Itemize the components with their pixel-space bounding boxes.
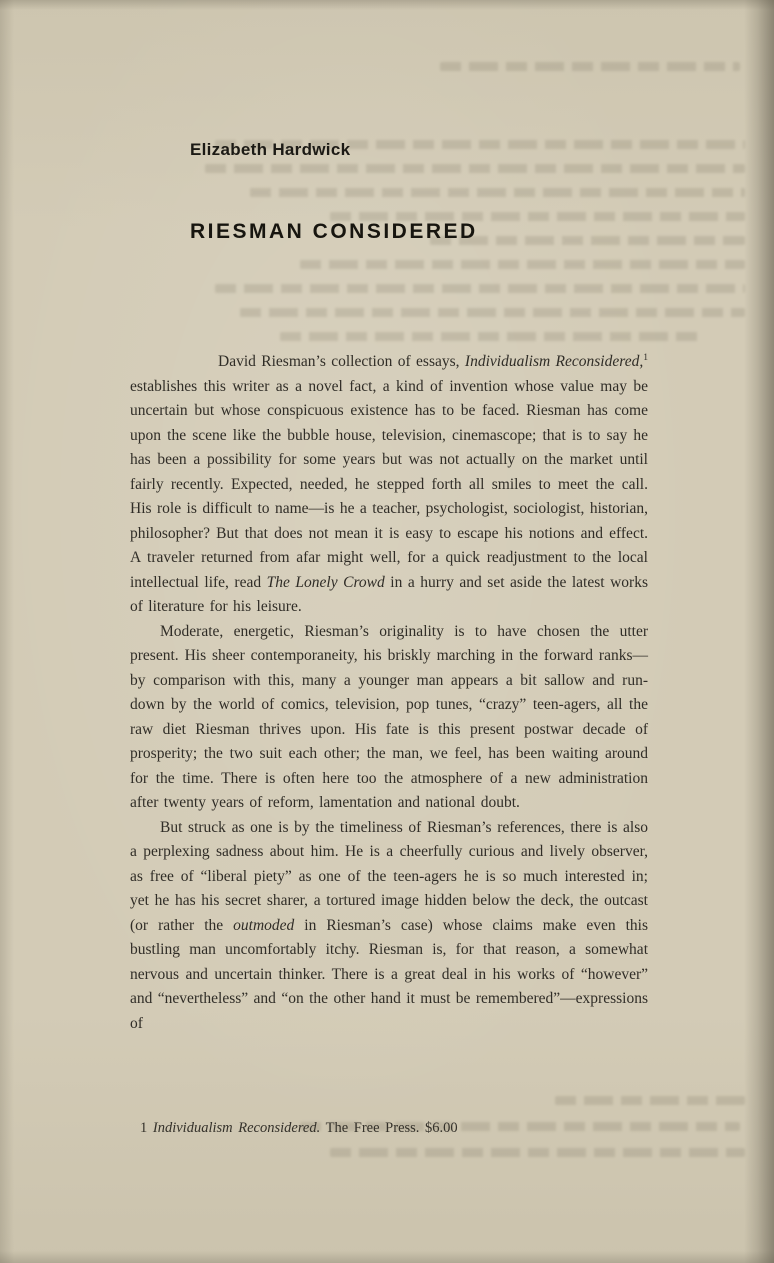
- page-edge-shadow-top: [0, 0, 774, 10]
- article-body: [130, 350, 648, 1036]
- article-title: RIESMAN CONSIDERED: [190, 220, 478, 243]
- author-name: Elizabeth Hardwick: [190, 140, 351, 159]
- paragraph: David Riesman’s collection of essays, Individualism Reconsidered,$^1$ establishes this writer as a novel fact, a kind of invention whose value may be uncertain but whose conspicuous existence has to be faced. Riesman has come upon the scene like the bubble house, television, cinemascope; that is to say he has been a possibility for some years but was not actually on the market until fairly recently. Expected, needed, he stepped forth all smiles to meet the call. His role is difficult to name—is he a teacher, psychologist, sociologist, historian, philosopher? But that does not mean it is easy to escape his notions and effect. A traveler returned from afar might well, for a quick readjustment to the local intellectual life, read The Lonely Crowd in a hurry and set aside the latest works of literature for his leisure.: [130, 351, 649, 615]
- bleedthrough-text-line: [440, 62, 740, 71]
- page-content: [130, 140, 649, 1136]
- paragraph: But struck as one is by the timeliness of Riesman’s references, there is also a perplexing sadness about him. He is a cheerfully curious and lively observer, as free of “liberal piety” as one of the teen-agers he is so much interested in; yet he has his secret sharer, a tortured image hidden below the deck, the outcast (or rather the outmoded in Riesman’s case) whose claims make even this bustling man uncomfortably itchy. Riesman is, for that reason, a somewhat nervous and uncertain thinker. There is a great deal in his works of “however” and “nevertheless” and “on the other hand it must be remembered”—expressions of: [130, 818, 648, 1032]
- page-edge-shadow-right: [744, 0, 774, 1263]
- paragraph: Moderate, energetic, Riesman’s originality is to have chosen the utter present. His sheer contemporaneity, his briskly marching in the forward ranks—by comparison with this, many a younger man appears a bit sallow and run-down by the world of comics, television, pop tunes, “crazy” teen-agers, all the raw diet Riesman thrives upon. His fate is this present postwar decade of prosperity; the two suit each other; the man, we feel, has been waiting around for the time. There is often here too the atmosphere of a new administration after twenty years of reform, lamentation and national doubt.: [130, 622, 648, 811]
- page-edge-shadow-bottom: [0, 1251, 774, 1263]
- page-edge-shadow-left: [0, 0, 14, 1263]
- footnote: 1 Individualism Reconsidered. The Free Press. $6.00: [140, 1120, 458, 1136]
- bleedthrough-text-line: [330, 1148, 745, 1157]
- bleedthrough-text-line: [555, 1096, 745, 1105]
